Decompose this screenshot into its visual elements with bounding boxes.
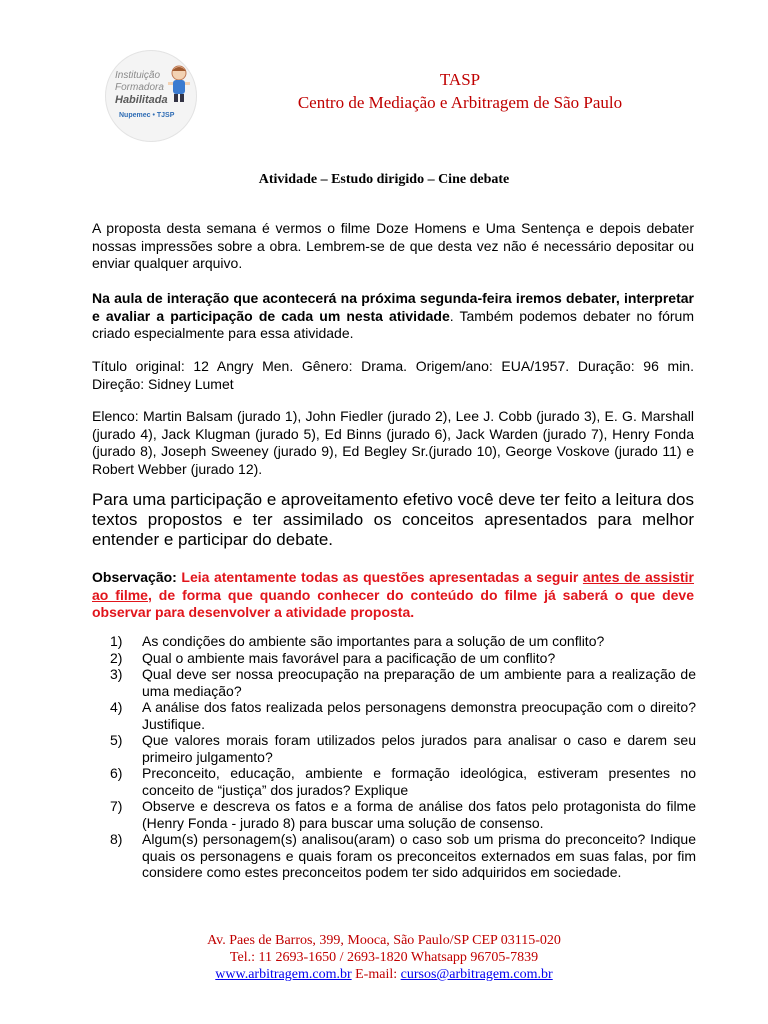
question-item — [110, 650, 696, 667]
question-item — [110, 798, 696, 831]
question-item — [110, 633, 696, 650]
question-item — [110, 831, 696, 881]
question-text: Qual deve ser nossa preocupação na preparação de um ambiente para a realização de uma mediação? — [142, 666, 696, 699]
question-number: 4) — [110, 699, 123, 715]
mascot-icon — [165, 64, 193, 104]
footer-contacts — [120, 966, 648, 983]
film-info-paragraph: Título original: 12 Angry Men. Gênero: Drama. Origem/ano: EUA/1957. Duração: 96 min. Direção: Sidney Lumet — [92, 358, 694, 392]
question-text: Qual o ambiente mais favorável para a pacificação de um conflito? — [142, 649, 556, 666]
question-number: 5) — [110, 732, 123, 748]
website-link[interactable]: www.arbitragem.com.br — [215, 967, 352, 982]
logo-line-2: Formadora — [115, 82, 164, 93]
question-number: 6) — [110, 765, 123, 781]
observation-underlined: antes de assistir ao filme, — [92, 569, 694, 603]
questions-list — [110, 633, 696, 881]
footer-address: Av. Paes de Barros, 399, Mooca, São Paulo/SP CEP 03115-020 — [207, 933, 561, 948]
document-subtitle: Centro de Mediação e Arbitragem de São Paulo — [297, 93, 623, 112]
document-title: TASP — [439, 70, 481, 89]
question-item — [110, 732, 696, 765]
question-text: Que valores morais foram utilizados pelos jurados para analisar o caso e darem seu primeiro julgamento? — [142, 732, 696, 765]
observation-label: Observação: — [92, 569, 177, 585]
question-item — [110, 765, 696, 798]
participation-paragraph: Para uma participação e aproveitamento efetivo você deve ter feito a leitura dos textos propostos e ter assimilado os conceitos apresentados para melhor entender e participar do debate. — [92, 490, 694, 549]
interaction-paragraph — [92, 290, 694, 343]
question-number: 3) — [110, 666, 123, 682]
observation-text-2: de forma que quando conhecer do conteúdo do filme já saberá o que deve observar para desenvolver a atividade proposta. — [92, 586, 695, 620]
email-label: E-mail: — [351, 967, 401, 982]
question-number: 7) — [110, 798, 123, 814]
cast-paragraph: Elenco: Martin Balsam (jurado 1), John Fiedler (jurado 2), Lee J. Cobb (jurado 3), E. G. Marshall (jurado 4), Jack Klugman (jurado 5), Ed Binns (jurado 6), Jack Warden (jurado 7), Henry Fonda (jurado 8), Joseph Sweeney (jurado 9), Ed Begley Sr.(jurado 10), George Voskove (jurado 11) e Robert Webber (jurado 12). — [92, 408, 694, 477]
interaction-bold-text: Na aula de interação que acontecerá na próxima segunda-feira iremos debater, interpretar e avaliar a participação de cada um nesta atividade — [92, 290, 694, 324]
question-text: Observe e descreva os fatos e a forma de análise dos fatos pelo protagonista do filme (Henry Fonda - jurado 8) para buscar uma solução de consenso. — [142, 798, 696, 831]
question-item — [110, 666, 696, 699]
logo-line-4: Nupemec • TJSP — [119, 112, 175, 119]
observation-paragraph — [92, 569, 694, 622]
observation-text-1: Leia atentamente todas as questões apresentadas a seguir — [176, 569, 583, 585]
question-text: A análise dos fatos realizada pelos personagens demonstra preocupação com o direito? Justifique. — [142, 699, 696, 732]
question-text: Algum(s) personagem(s) analisou(aram) o caso sob um prisma do preconceito? Indique quais os personagens e quais foram os preconceitos externados em suas falas, por fim considere como estes preconceitos podem ter sido adquiridos em sociedade. — [142, 831, 696, 880]
footer-phones: Tel.: 11 2693-1650 / 2693-1820 Whatsapp 96705-7839 — [229, 950, 539, 965]
interaction-rest-text: . Também podemos debater no fórum criado especialmente para essa atividade. — [92, 307, 695, 341]
logo-line-1: Instituição — [115, 70, 161, 81]
question-number: 8) — [110, 831, 123, 847]
activity-title: Atividade – Estudo dirigido – Cine debate — [258, 172, 510, 187]
question-text: As condições do ambiente são importantes para a solução de um conflito? — [142, 633, 605, 649]
email-link[interactable]: cursos@arbitragem.com.br — [400, 967, 553, 982]
intro-paragraph: A proposta desta semana é vermos o filme Doze Homens e Uma Sentença e depois debater nossas impressões sobre a obra. Lembrem-se de que desta vez não é necessário depositar ou enviar qualquer arquivo. — [92, 220, 694, 271]
institution-logo — [105, 50, 197, 142]
logo-line-3: Habilitada — [115, 94, 168, 106]
question-number: 1) — [110, 633, 123, 649]
question-text: Preconceito, educação, ambiente e formação ideológica, estiveram presentes no conceito de “justiça” dos jurados? Explique — [142, 765, 696, 798]
question-item — [110, 699, 696, 732]
question-number: 2) — [110, 649, 123, 666]
